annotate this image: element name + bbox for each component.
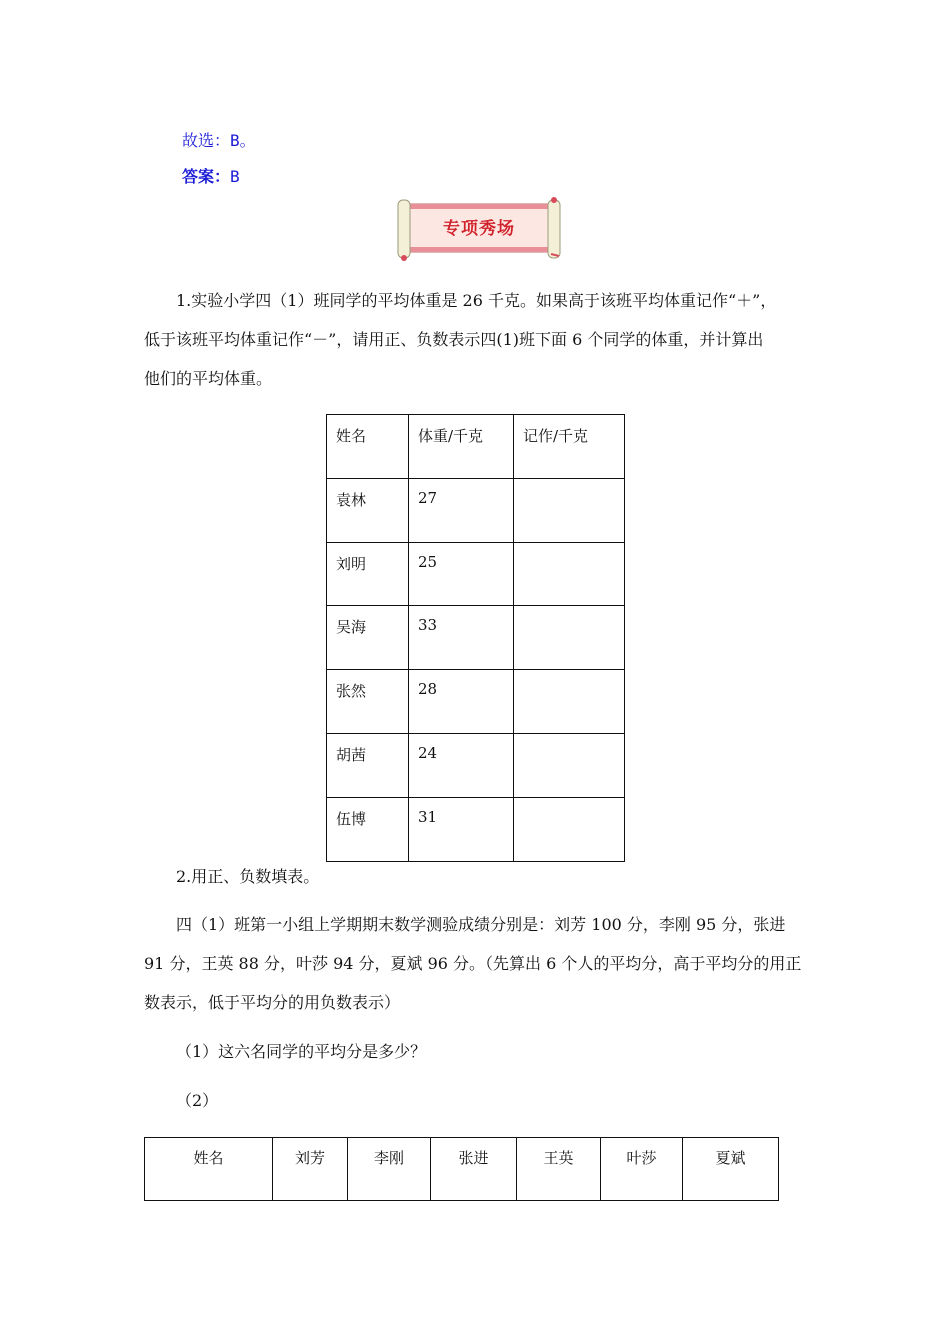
- table-row: [327, 542, 625, 606]
- section-banner: [393, 196, 565, 262]
- table-header-row: [327, 415, 625, 479]
- header-student: 叶莎: [601, 1138, 683, 1201]
- q2-title: 2.用正、负数填表。: [176, 867, 320, 886]
- header-student: 王英: [517, 1138, 601, 1201]
- header-student: 李刚: [348, 1138, 431, 1201]
- cell-name: 胡茜: [327, 733, 409, 797]
- cell-record[interactable]: [514, 478, 625, 542]
- header-name: 姓名: [145, 1138, 273, 1201]
- table-row: [327, 606, 625, 670]
- cell-weight: 31: [409, 797, 514, 861]
- cell-name: 伍博: [327, 797, 409, 861]
- cell-weight: 28: [409, 670, 514, 734]
- cell-record[interactable]: [514, 797, 625, 861]
- answer-value: B: [230, 167, 240, 186]
- cell-weight: 25: [409, 542, 514, 606]
- q1-line-2: 低于该班平均体重记作“－”，请用正、负数表示四(1)班下面 6 个同学的体重，并计算出: [144, 330, 764, 349]
- table-row: [327, 478, 625, 542]
- answer-line: [182, 164, 240, 187]
- answer-label: 答案：: [182, 167, 231, 186]
- score-table: [144, 1137, 779, 1201]
- table-row: [327, 670, 625, 734]
- q2-line-1: 四（1）班第一小组上学期期末数学测验成绩分别是：刘芳 100 分，李刚 95 分，张进: [176, 915, 786, 934]
- q1-line-1: 1.实验小学四（1）班同学的平均体重是 26 千克。如果高于该班平均体重记作“＋”，: [176, 291, 777, 310]
- cell-record[interactable]: [514, 670, 625, 734]
- q2-sub-1: （1）这六名同学的平均分是多少？: [176, 1042, 427, 1061]
- cell-record[interactable]: [514, 606, 625, 670]
- table-row: [327, 797, 625, 861]
- header-student: 张进: [431, 1138, 517, 1201]
- header-name: 姓名: [327, 415, 409, 479]
- table-header-row: [145, 1138, 779, 1201]
- q1-line-3: 他们的平均体重。: [144, 369, 273, 388]
- cell-name: 张然: [327, 670, 409, 734]
- cell-weight: 27: [409, 478, 514, 542]
- weight-table: [326, 414, 625, 862]
- table-row: [327, 733, 625, 797]
- cell-name: 吴海: [327, 606, 409, 670]
- q2-line-2: 91 分，王英 88 分，叶莎 94 分，夏斌 96 分。（先算出 6 个人的平均分，高于平均分的用正: [144, 954, 802, 973]
- cell-name: 袁林: [327, 478, 409, 542]
- header-record: 记作/千克: [514, 415, 625, 479]
- q2-line-3: 数表示，低于平均分的用负数表示）: [144, 993, 401, 1012]
- cell-name: 刘明: [327, 542, 409, 606]
- solution-text: 故选：B。: [182, 131, 256, 150]
- cell-record[interactable]: [514, 542, 625, 606]
- banner-title: 专项秀场: [443, 218, 515, 239]
- header-student: 刘芳: [273, 1138, 348, 1201]
- header-student: 夏斌: [683, 1138, 779, 1201]
- cell-weight: 33: [409, 606, 514, 670]
- cell-record[interactable]: [514, 733, 625, 797]
- header-weight: 体重/千克: [409, 415, 514, 479]
- cell-weight: 24: [409, 733, 514, 797]
- q2-sub-2: （2）: [176, 1091, 219, 1110]
